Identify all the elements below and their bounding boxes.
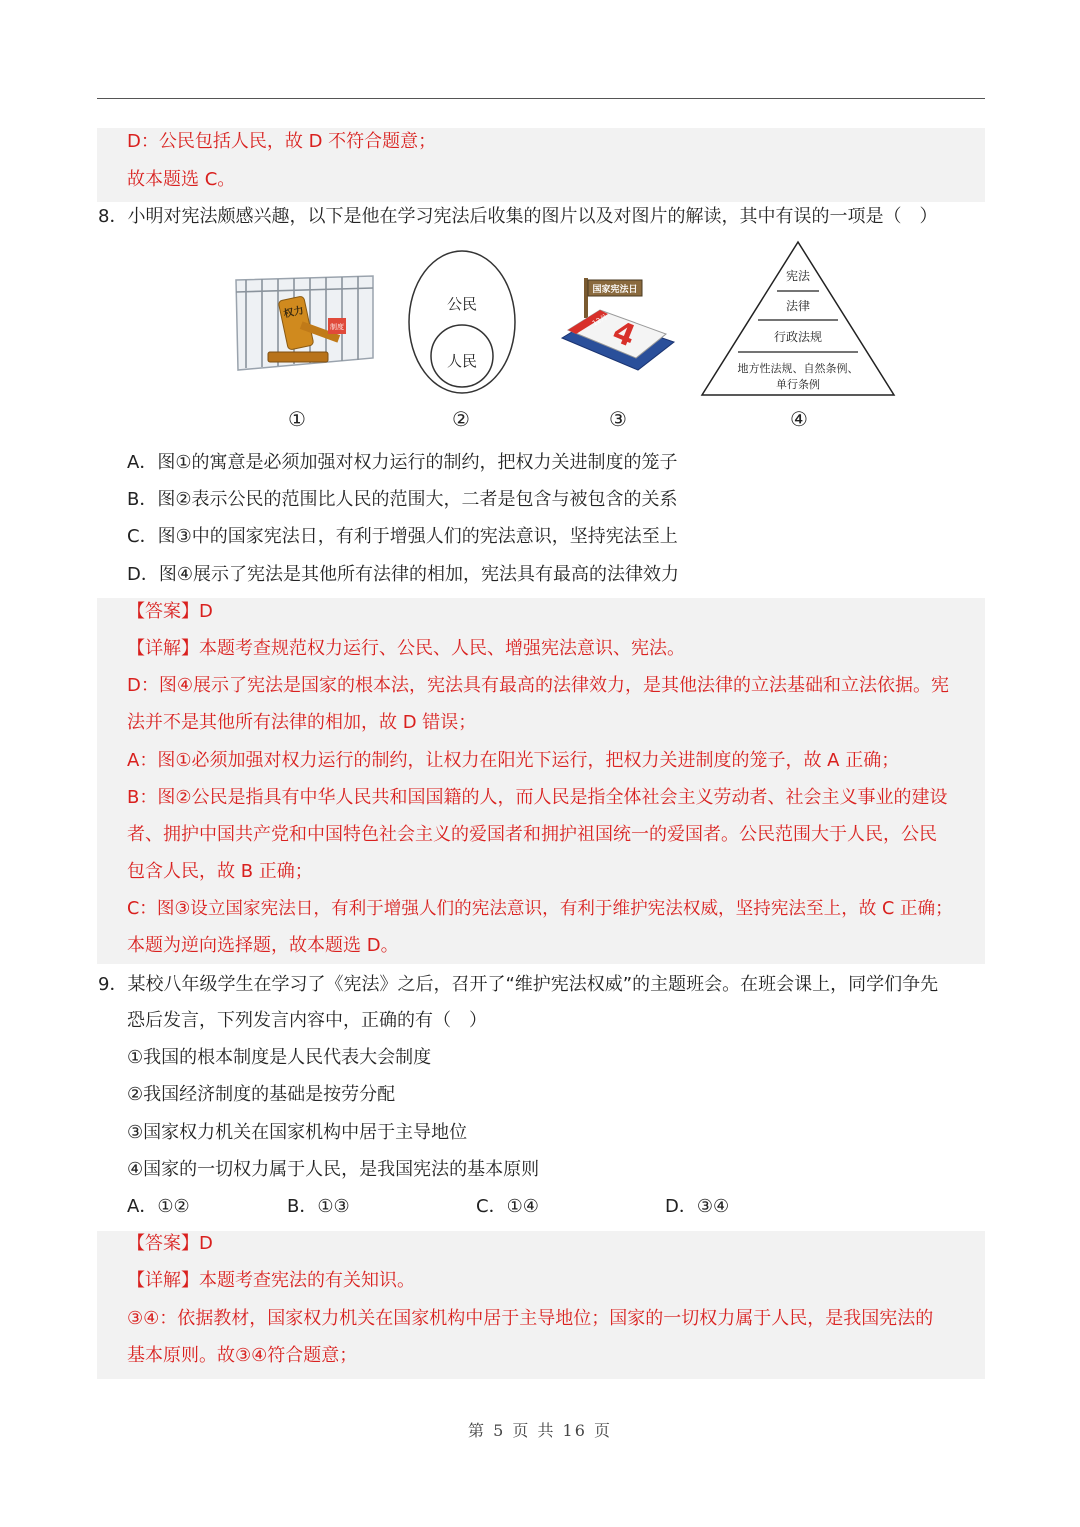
- q9-option-d: D．③④: [665, 1196, 730, 1217]
- page-footer: 第 5 页 共 16 页: [468, 1421, 612, 1440]
- q9-detail: 【详解】本题考查宪法的有关知识。: [127, 1270, 415, 1291]
- answer-box-q9: [97, 1231, 985, 1379]
- calendar-month: 12月: [591, 312, 609, 328]
- q8-option-a: A．图①的寓意是必须加强对权力运行的制约，把权力关进制度的笼子: [127, 452, 678, 473]
- people-label: 人民: [446, 352, 478, 370]
- gavel-text: 权力: [282, 305, 305, 321]
- question-8-stem: 8．小明对宪法颇感兴趣，以下是他在学习宪法后收集的图片以及对图片的解读，其中有误的一项是（ ）: [98, 206, 938, 227]
- q8-conclusion: 本题为逆向选择题，故本题选 D。: [127, 935, 399, 956]
- header-rule: [97, 98, 985, 99]
- q8-option-b: B．图②表示公民的范围比人民的范围大，二者是包含与被包含的关系: [127, 489, 678, 510]
- figure-3-label: ③: [609, 407, 627, 431]
- pyramid-level-1: 宪法: [785, 269, 811, 283]
- pyramid-level-3: 行政法规: [773, 330, 823, 344]
- q9-option-a: A．①②: [127, 1196, 190, 1217]
- q8-option-d: D．图④展示了宪法是其他所有法律的相加，宪法具有最高的法律效力: [127, 564, 679, 585]
- q8-exp-b-1: B：图②公民是指具有中华人民共和国国籍的人，而人民是指全体社会主义劳动者、社会主义事业的建设: [127, 787, 948, 808]
- q8-detail: 【详解】本题考查规范权力运行、公民、人民、增强宪法意识、宪法。: [127, 638, 685, 659]
- q8-option-c: C．图③中的国家宪法日，有利于增强人们的宪法意识，坚持宪法至上: [127, 526, 678, 547]
- figure-4-pyramid: [700, 240, 896, 398]
- pyramid-level-2: 法律: [785, 299, 811, 313]
- q8-exp-c: C：图③设立国家宪法日，有利于增强人们的宪法意识，有利于维护宪法权威，坚持宪法至上，故 C 正确；: [127, 899, 953, 919]
- q8-exp-d-1: D：图④展示了宪法是国家的根本法，宪法具有最高的法律效力，是其他法律的立法基础和立法依据。宪: [127, 675, 949, 696]
- pyramid-level-4-line1: 地方性法规、自然条例、: [737, 362, 859, 375]
- q9-answer: 【答案】D: [127, 1233, 213, 1254]
- q9-exp-2: 基本原则。故③④符合题意；: [127, 1345, 358, 1366]
- figure-2-label: ②: [452, 407, 470, 431]
- constitution-day-sign: 国家宪法日: [592, 285, 638, 295]
- figure-2-venn: [405, 248, 520, 396]
- figure-1-cage-gavel: [228, 270, 378, 380]
- pyramid-level-4-line2: 单行条例: [776, 378, 820, 391]
- q9-exp-1: ③④：依据教材，国家权力机关在国家机构中居于主导地位；国家的一切权力属于人民，是我国宪法的: [127, 1308, 934, 1329]
- q8-exp-b-3: 包含人民，故 B 正确；: [127, 861, 313, 882]
- figure-4-label: ④: [790, 407, 808, 431]
- q9-statement-3: ③国家权力机关在国家机构中居于主导地位: [127, 1122, 468, 1143]
- q9-statement-2: ②我国经济制度的基础是按劳分配: [127, 1084, 396, 1105]
- q8-exp-d-2: 法并不是其他所有法律的相加，故 D 错误；: [127, 712, 477, 733]
- answer-box-q7-tail: [97, 128, 985, 202]
- citizen-label: 公民: [446, 295, 478, 313]
- q8-exp-b-2: 者、拥护中国共产党和中国特色社会主义的爱国者和拥护祖国统一的爱国者。公民范围大于人民，公民: [127, 824, 937, 845]
- explanation-line: D：公民包括人民，故 D 不符合题意；: [127, 131, 437, 152]
- q9-option-b: B．①③: [287, 1196, 350, 1217]
- q8-answer: 【答案】D: [127, 601, 213, 622]
- question-9-stem-2: 恐后发言，下列发言内容中，正确的有（ ）: [127, 1010, 487, 1031]
- q8-exp-a: A：图①必须加强对权力运行的制约，让权力在阳光下运行，把权力关进制度的笼子，故 A 正确；: [127, 750, 900, 771]
- question-9-stem-1: 9．某校八年级学生在学习了《宪法》之后，召开了“维护宪法权威”的主题班会。在班会课上，同学们争先: [98, 974, 939, 995]
- figure-1-label: ①: [288, 407, 306, 431]
- q9-statement-1: ①我国的根本制度是人民代表大会制度: [127, 1047, 432, 1068]
- calendar-day: 4: [607, 314, 641, 355]
- q9-statement-4: ④国家的一切权力属于人民，是我国宪法的基本原则: [127, 1159, 540, 1180]
- figure-3-calendar: [558, 272, 678, 372]
- answer-box-q8: [97, 598, 985, 964]
- conclusion-line: 故本题选 C。: [127, 169, 236, 190]
- q9-option-c: C．①④: [476, 1196, 539, 1217]
- tag-text: 制度: [330, 323, 344, 331]
